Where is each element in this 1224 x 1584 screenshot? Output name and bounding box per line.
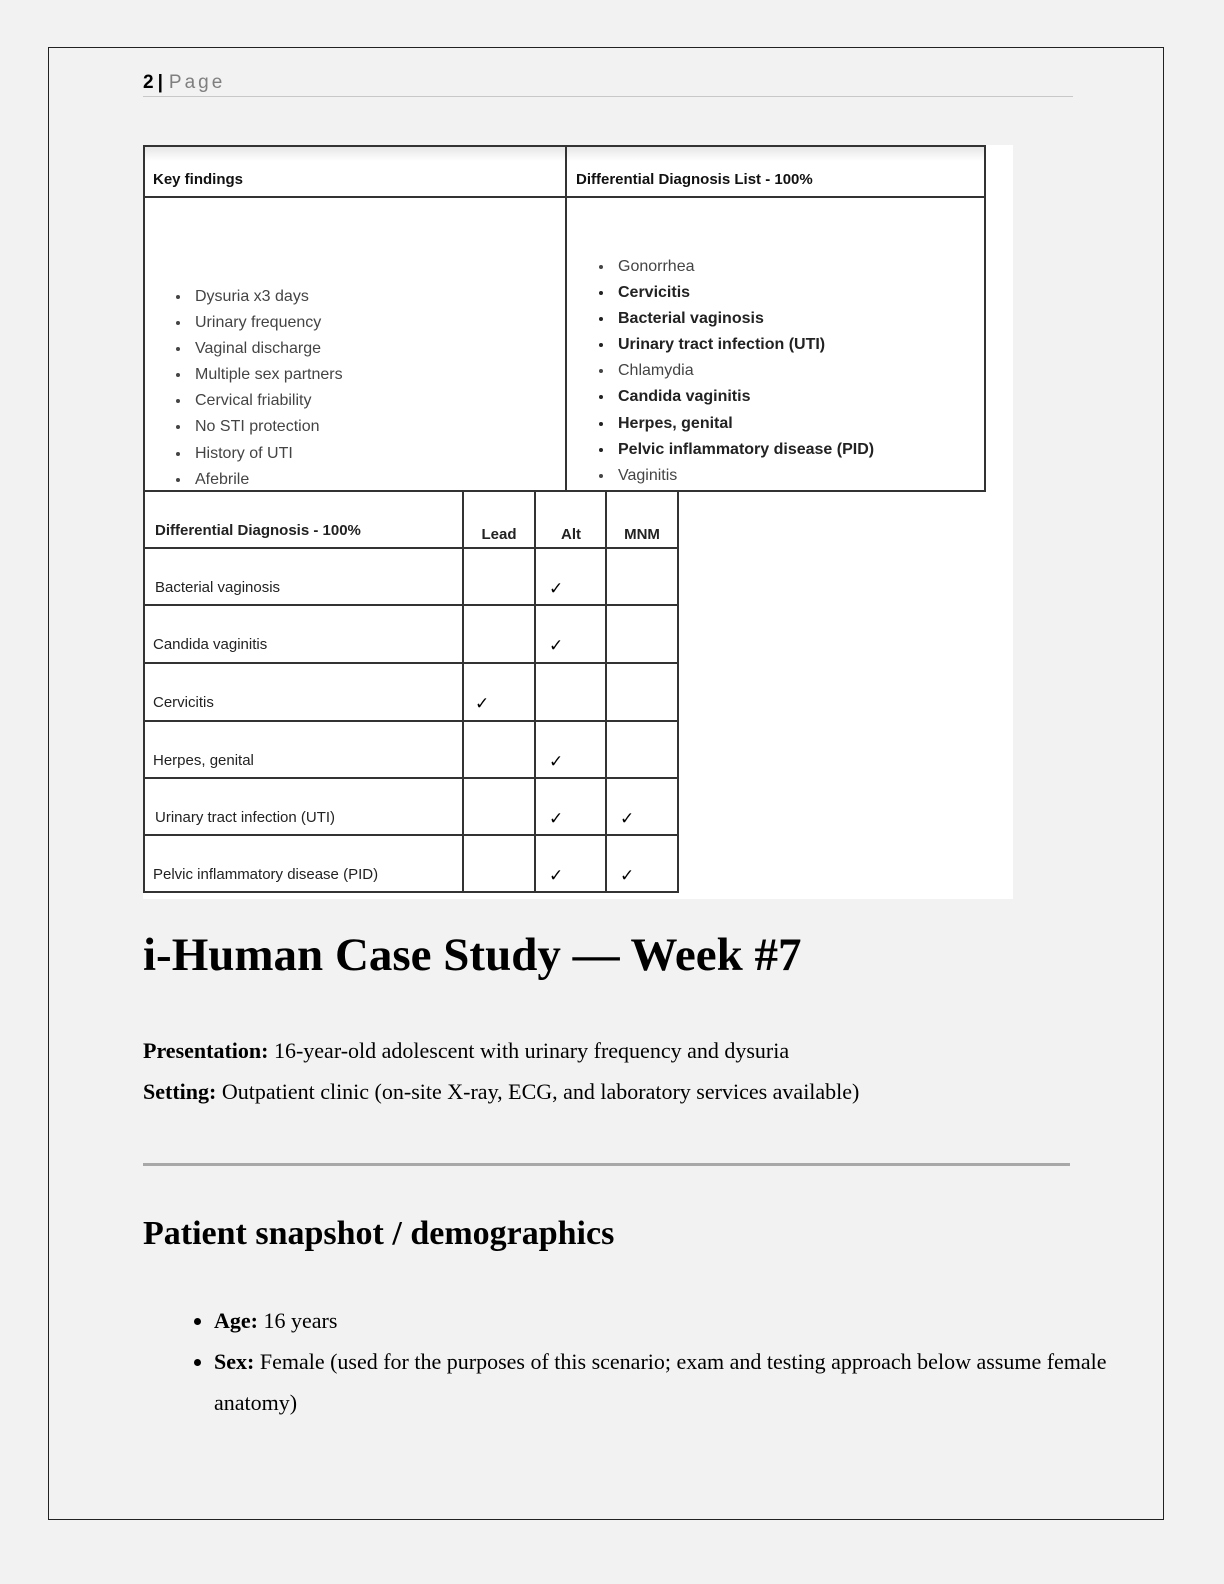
- findings-table: [143, 145, 986, 492]
- page-label: Page: [168, 72, 226, 93]
- sex-value: Female (used for the purposes of this scenario; exam and testing approach below assume female anatomy): [214, 1349, 1107, 1415]
- lead-column-header: Lead: [481, 526, 517, 543]
- header-separator: |: [157, 72, 163, 93]
- key-finding-item: • Cervical friability: [191, 388, 343, 414]
- setting-text: Outpatient clinic (on-site X-ray, ECG, and laboratory services available): [221, 1079, 860, 1104]
- alt-check-mark: ✓: [549, 579, 564, 598]
- key-finding-item: • Vaginal discharge: [191, 336, 343, 362]
- alt-check-mark: ✓: [549, 636, 564, 655]
- page-title: i-Human Case Study — Week #7: [143, 929, 802, 981]
- key-finding-item: • Dysuria x3 days: [191, 284, 343, 310]
- table-divider: [565, 147, 567, 490]
- key-findings-header: Key findings: [153, 171, 244, 188]
- key-finding-item: • Multiple sex partners: [191, 362, 343, 388]
- diagnosis-cell: Bacterial vaginosis: [155, 579, 281, 596]
- table-divider: [605, 492, 607, 891]
- ddx-list-item: • Pelvic inflammatory disease (PID): [614, 437, 874, 463]
- ddx-list-item: • Candida vaginitis: [614, 384, 874, 410]
- alt-check-mark: ✓: [549, 809, 564, 828]
- diagnosis-cell: Cervicitis: [153, 694, 214, 711]
- presentation-label: Presentation:: [143, 1038, 269, 1063]
- ddx-list-header: Differential Diagnosis List - 100%: [576, 171, 813, 188]
- table-row: [145, 720, 677, 722]
- key-finding-item: • No STI protection: [191, 414, 343, 440]
- mnm-check-mark: ✓: [620, 809, 635, 828]
- table-row: [145, 604, 677, 606]
- diagnosis-cell: Urinary tract infection (UTI): [155, 809, 336, 826]
- diagnosis-cell: Herpes, genital: [153, 752, 254, 769]
- table-row: [145, 777, 677, 779]
- ddx-list-item: • Chlamydia: [614, 358, 874, 384]
- horizontal-rule: [143, 1163, 1070, 1166]
- presentation-line: [143, 1038, 789, 1064]
- table-divider: [534, 492, 536, 891]
- diagnosis-cell: Candida vaginitis: [153, 636, 268, 653]
- page-header: [143, 72, 1073, 97]
- ddx-list-item: • Urinary tract infection (UTI): [614, 332, 874, 358]
- ddx-list-item: • Vaginitis: [614, 463, 874, 489]
- table-row: [145, 547, 677, 549]
- alt-check-mark: ✓: [549, 866, 564, 885]
- list-item: [214, 1341, 1134, 1423]
- section-heading: Patient snapshot / demographics: [143, 1215, 615, 1252]
- lead-check-mark: ✓: [475, 694, 490, 713]
- ddx-list-item: • Herpes, genital: [614, 411, 874, 437]
- key-finding-item: • Urinary frequency: [191, 310, 343, 336]
- age-label: Age:: [214, 1308, 258, 1333]
- ddx-table-header: Differential Diagnosis - 100%: [155, 522, 361, 539]
- key-findings-list: [145, 284, 343, 493]
- setting-label: Setting:: [143, 1079, 217, 1104]
- presentation-text: 16-year-old adolescent with urinary frequency and dysuria: [273, 1038, 790, 1063]
- mnm-column-header: MNM: [624, 526, 660, 543]
- table-divider: [462, 492, 464, 891]
- age-value: 16 years: [263, 1308, 338, 1333]
- sex-label: Sex:: [214, 1349, 255, 1374]
- page-number: 2: [143, 72, 154, 93]
- alt-check-mark: ✓: [549, 752, 564, 771]
- ddx-list-item: • Gonorrhea: [614, 254, 874, 280]
- demographics-list: [143, 1300, 1134, 1423]
- setting-line: [143, 1079, 859, 1105]
- ddx-list-item: • Cervicitis: [614, 280, 874, 306]
- key-finding-item: • Afebrile: [191, 467, 343, 493]
- mnm-check-mark: ✓: [620, 866, 635, 885]
- ddx-list-item: • Bacterial vaginosis: [614, 306, 874, 332]
- alt-column-header: Alt: [561, 526, 581, 543]
- diagnosis-cell: Pelvic inflammatory disease (PID): [153, 866, 379, 883]
- table-row: [145, 662, 677, 664]
- diagnosis-figure: [143, 145, 1013, 899]
- key-finding-item: • History of UTI: [191, 441, 343, 467]
- ddx-table: [143, 490, 679, 893]
- table-divider: [145, 196, 984, 198]
- table-row: [145, 834, 677, 836]
- ddx-list: [568, 254, 874, 489]
- list-item: [214, 1300, 1134, 1341]
